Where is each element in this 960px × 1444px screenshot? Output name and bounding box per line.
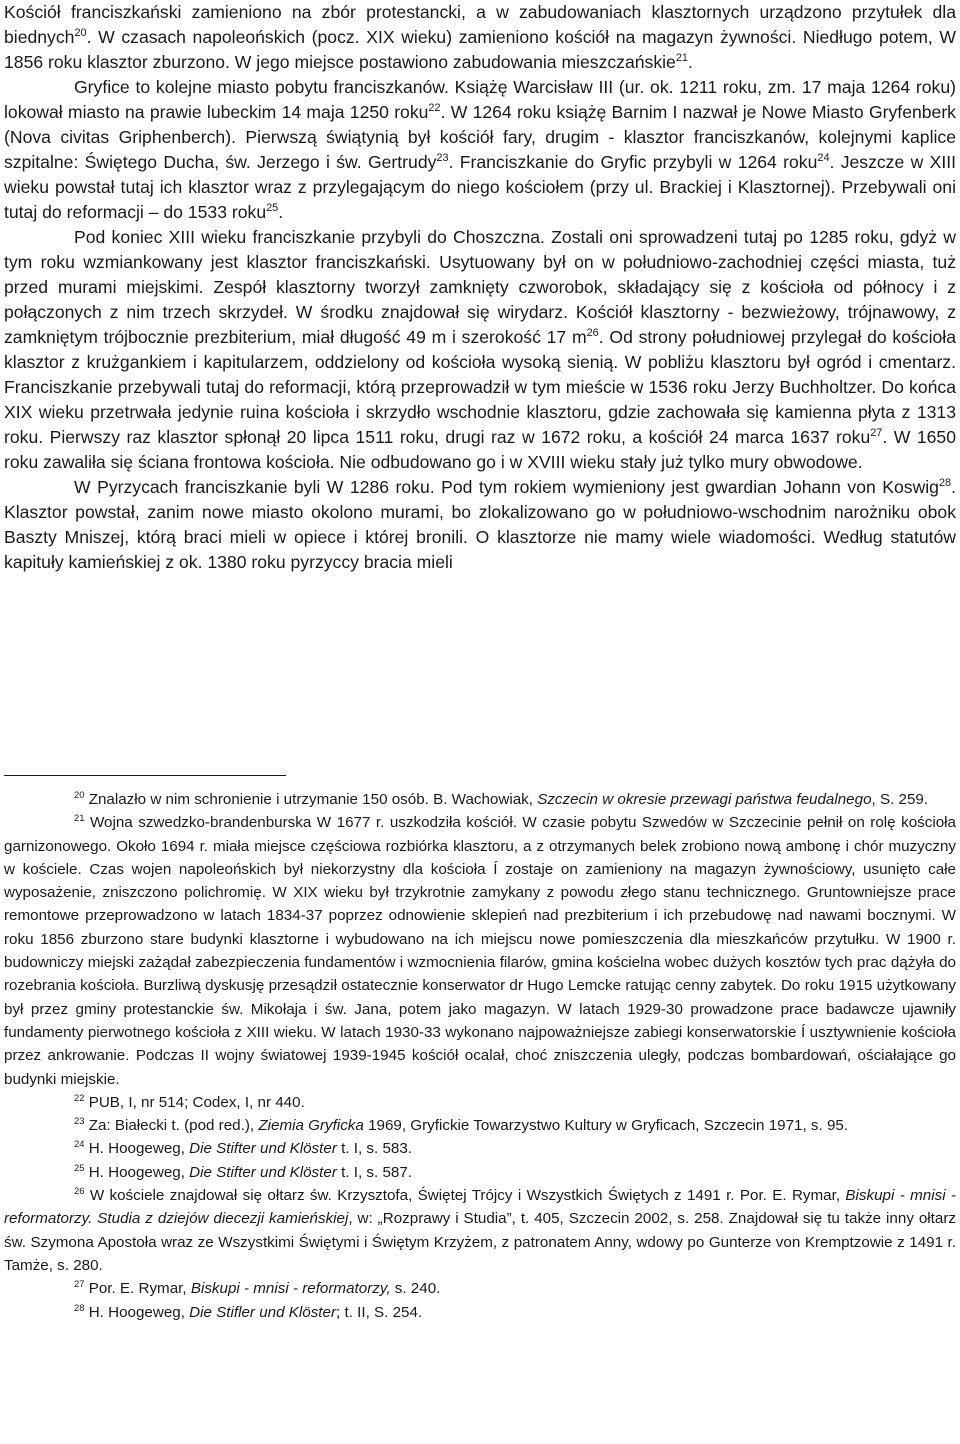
text-run: Kościół franciszkański zamieniono na zbór protestancki, a w zabudowaniach klasztornych urządzono przytułek dla biednych [4,2,956,47]
footnote-text: H. Hoogeweg, [84,1303,190,1321]
footnote-number: 22 [74,1091,85,1103]
footnote-text: PUB, I, nr 514; Codex, I, nr 440. [84,1093,305,1111]
text-run: . [687,52,693,72]
footnote-title: Die Stifter und Klöster [189,1140,337,1158]
footnote-text: Por. E. Rymar, [84,1280,191,1298]
footnote-21 [4,811,956,1091]
footnote-23 [4,1114,956,1137]
footnote-ref[interactable]: 20 [74,27,87,40]
footnote-24 [4,1137,956,1160]
text-run: Gryfice to kolejne miasto pobytu franciszkanów. Książę Warcisław III (ur. ok. 1211 roku, zm. 17 maja 1264 roku) lokował miasto na prawie lubeckim 14 maja 1250 roku [4,77,956,122]
footnote-text: s. 240. [390,1280,441,1298]
footnotes [4,788,956,1324]
footnote-22 [4,1091,956,1114]
footnote-ref[interactable]: 21 [675,52,688,65]
footnote-ref[interactable]: 23 [436,152,449,165]
footnote-title: Die Stifter und Klöster [189,1163,337,1181]
footnote-number: 27 [74,1278,85,1290]
footnote-number: 26 [74,1184,85,1196]
footnote-title: Ziemia Gryficka [258,1117,364,1135]
text-run: . Jeszcze w XIII wieku powstał tutaj ich klasztor wraz z przylegającym do niego kościołem (przy ul. Brackiej i Klasztornej). Przebywali oni tutaj do reformacji – do 1533 roku [4,152,956,222]
text-run: . Franciszkanie do Gryfic przybyli w 1264 roku [448,152,818,172]
footnote-number: 21 [74,812,85,824]
footnote-ref[interactable]: 26 [586,327,599,340]
footnote-number: 23 [74,1115,85,1127]
footnote-text: W kościele znajdował się ołtarz św. Krzysztofa, Świętej Trójcy i Wszystkich Świętych z 1491 r. Por. E. Rymar, [84,1187,846,1205]
text-run: . W 1264 roku książę Barnim I nazwał je Nowe Miasto Gryfenberk (Nova civitas Griphenberch). Pierwszą świątynią był kościół fary, drugim - klasztor franciszkanów, kolejnymi kaplice szpitalne: Świętego Ducha, św. Jerzego i św. Gertrudy [4,102,956,172]
footnote-text: , w: „Rozprawy i Studia”, t. 405, Szczecin 2002, s. 258. Znajdował się tu także inny ołtarz św. Szymona Apostoła wraz ze Wszystkimi Świętymi i Świętym Krzyżem, z patronatem Anny, wdowy po Gunterze von Kremptzowie z 1491 r. Tamże, s. 280. [4,1210,956,1274]
paragraph-1 [4,0,956,75]
footnote-28 [4,1301,956,1324]
footnote-separator [4,775,286,776]
text-run: . [278,202,284,222]
footnote-ref[interactable]: 22 [428,102,441,115]
paragraph-2 [4,75,956,225]
footnote-number: 20 [74,788,85,800]
footnote-title: Szczecin w okresie przewagi państwa feudalnego [537,791,872,808]
footnote-text: , S. 259. [871,791,929,808]
footnote-text: t. I, s. 583. [336,1140,413,1158]
footnote-ref[interactable]: 24 [817,152,830,165]
footnote-20 [4,788,956,811]
footnote-text: Za: Białecki t. (pod red.), [84,1117,259,1135]
text-run: . W 1650 roku zawaliła się ściana frontowa kościoła. Nie odbudowano go i w XVIII wieku stały już tylko mury obwodowe. [4,427,956,472]
footnote-text: H. Hoogeweg, [84,1140,190,1158]
footnote-25 [4,1161,956,1184]
footnote-text: H. Hoogeweg, [84,1163,190,1181]
footnote-text: 1969, Gryfickie Towarzystwo Kultury w Gryficach, Szczecin 1971, s. 95. [363,1117,849,1135]
footnote-ref[interactable]: 25 [266,202,279,215]
footnote-number: 28 [74,1301,85,1313]
footnote-title: Biskupi - mnisi - reformatorzy. Studia z dziejów diecezji kamieńskiej [4,1187,956,1228]
footnote-text: t. I, s. 587. [336,1163,413,1181]
footnote-text: Znalazło w nim schronienie i utrzymanie 150 osób. B. Wachowiak, [84,791,538,808]
document-page [4,0,956,1321]
footnote-text: Wojna szwedzko-brandenburska W 1677 r. uszkodziła kościół. W czasie pobytu Szwedów w Szczecinie pełnił on rolę kościoła garnizonowego. Około 1694 r. miała miejsce częściowa rozbiórka klasztoru, a z otrzymanych belek zrobiono nową ambonę i chór muzyczny w kościele. Czas wojen napoleońskich był niekorzystny dla kościoła Í zostaje on zamieniony na magazyn żywnościowy, usunięto całe wyposażenie, zniszczono polichromię. W XIX wieku był trzykrotnie zamykany z powodu złego stanu technicznego. Gruntowniejsze prace remontowe przeprowadzono w latach 1834-37 poprzez odnowienie sklepień nad prezbiterium i ich przebudowę nad nawami bocznymi. W roku 1856 zburzono stare budynki klasztorne i wybudowano na ich miejscu nowe pomieszczenia dla mieszkańców przytułku. W 1900 r. budowniczy miejski zażądał zabezpieczenia fundamentów i wzmocnienia filarów, gmina kościelna wobec dużych kosztów tych prac dążyła do rozebrania kościoła. Burzliwą dyskusję przesądził ostatecznie konserwator dr Hugo Lemcke ratując cenny zabytek. Do roku 1915 użytkowany był przez gminy protestanckie św. Mikołaja i św. Jana, potem jako magazyn. W latach 1929-30 prowadzone prace badawcze ujawniły fundamenty pierwotnego kościoła z XIII wieku. W latach 1930-33 wykonano najpoważniejsze zabiegi konserwatorskie Í usztywnienie kościoła przez ankrowanie. Podczas II wojny światowej 1939-1945 kościół ocalał, choć zniszczenia uległy, podczas bombardowań, ościałające go budynki miejskie. [4,814,956,1088]
footnote-ref[interactable]: 27 [870,427,883,440]
text-run: . W czasach napoleońskich (pocz. XIX wieku) zamieniono kościół na magazyn żywności. Niedługo potem, W 1856 roku klasztor zburzono. W jego miejsce postawiono zabudowania mieszczańskie [4,27,956,72]
text-run: Pod koniec XIII wieku franciszkanie przybyli do Choszczna. Zostali oni sprowadzeni tutaj po 1285 roku, gdyż w tym roku wzmiankowany jest klasztor franciszkański. Usytuowany był on w południowo-zachodniej części miasta, tuż przed murami miejskimi. Zespół klasztorny tworzył zamknięty czworobok, składający się z kościoła od północy i z połączonych z nim trzech skrzydeł. W środku znajdował się wirydarz. Kościół klasztorny - bezwieżowy, trójnawowy, z zamkniętym trójbocznie prezbiterium, miał długość 49 m i szerokość 17 m [4,227,956,347]
text-run: . Od strony południowej przylegał do kościoła klasztor z krużgankiem i kapitularzem, oddzielony od kościoła wysoką sienią. W pobliżu klasztoru był ogród i cmentarz. Franciszkanie przebywali tutaj do reformacji, którą przeprowadził w tym mieście w 1536 roku Jerzy Buchholtzer. Do końca XIX wieku przetrwała jedynie ruina kościoła i skrzydło wschodnie klasztoru, gdzie zachowała się kamienna płyta z 1313 roku. Pierwszy raz klasztor spłonął 20 lipca 1511 roku, drugi raz w 1672 roku, a kościół 24 marca 1637 roku [4,327,956,447]
footnote-ref[interactable]: 28 [938,477,952,490]
footnote-title: Die Stifler und Klöster [189,1303,337,1321]
footnote-27 [4,1277,956,1300]
footnote-title: Biskupi - mnisi - reformatorzy, [190,1280,391,1298]
footnote-number: 24 [74,1138,85,1150]
text-run: . Klasztor powstał, zanim nowe miasto okolono murami, bo zlokalizowano go w południowo-wschodnim narożniku obok Baszty Mniszej, którą braci mieli w opiece i której bronili. O klasztorze nie mamy wiele wiadomości. Według statutów kapituły kamieńskiej z ok. 1380 roku pyrzyccy bracia mieli [4,477,956,572]
footnote-text: ; t. II, S. 254. [336,1303,423,1321]
footnote-26 [4,1184,956,1277]
paragraph-3 [4,225,956,475]
footnote-number: 25 [74,1161,85,1173]
paragraph-4 [4,475,956,575]
text-run: W Pyrzycach franciszkanie byli W 1286 roku. Pod tym rokiem wymieniony jest gwardian Johann von Koswig [74,477,939,497]
main-text [4,0,956,575]
